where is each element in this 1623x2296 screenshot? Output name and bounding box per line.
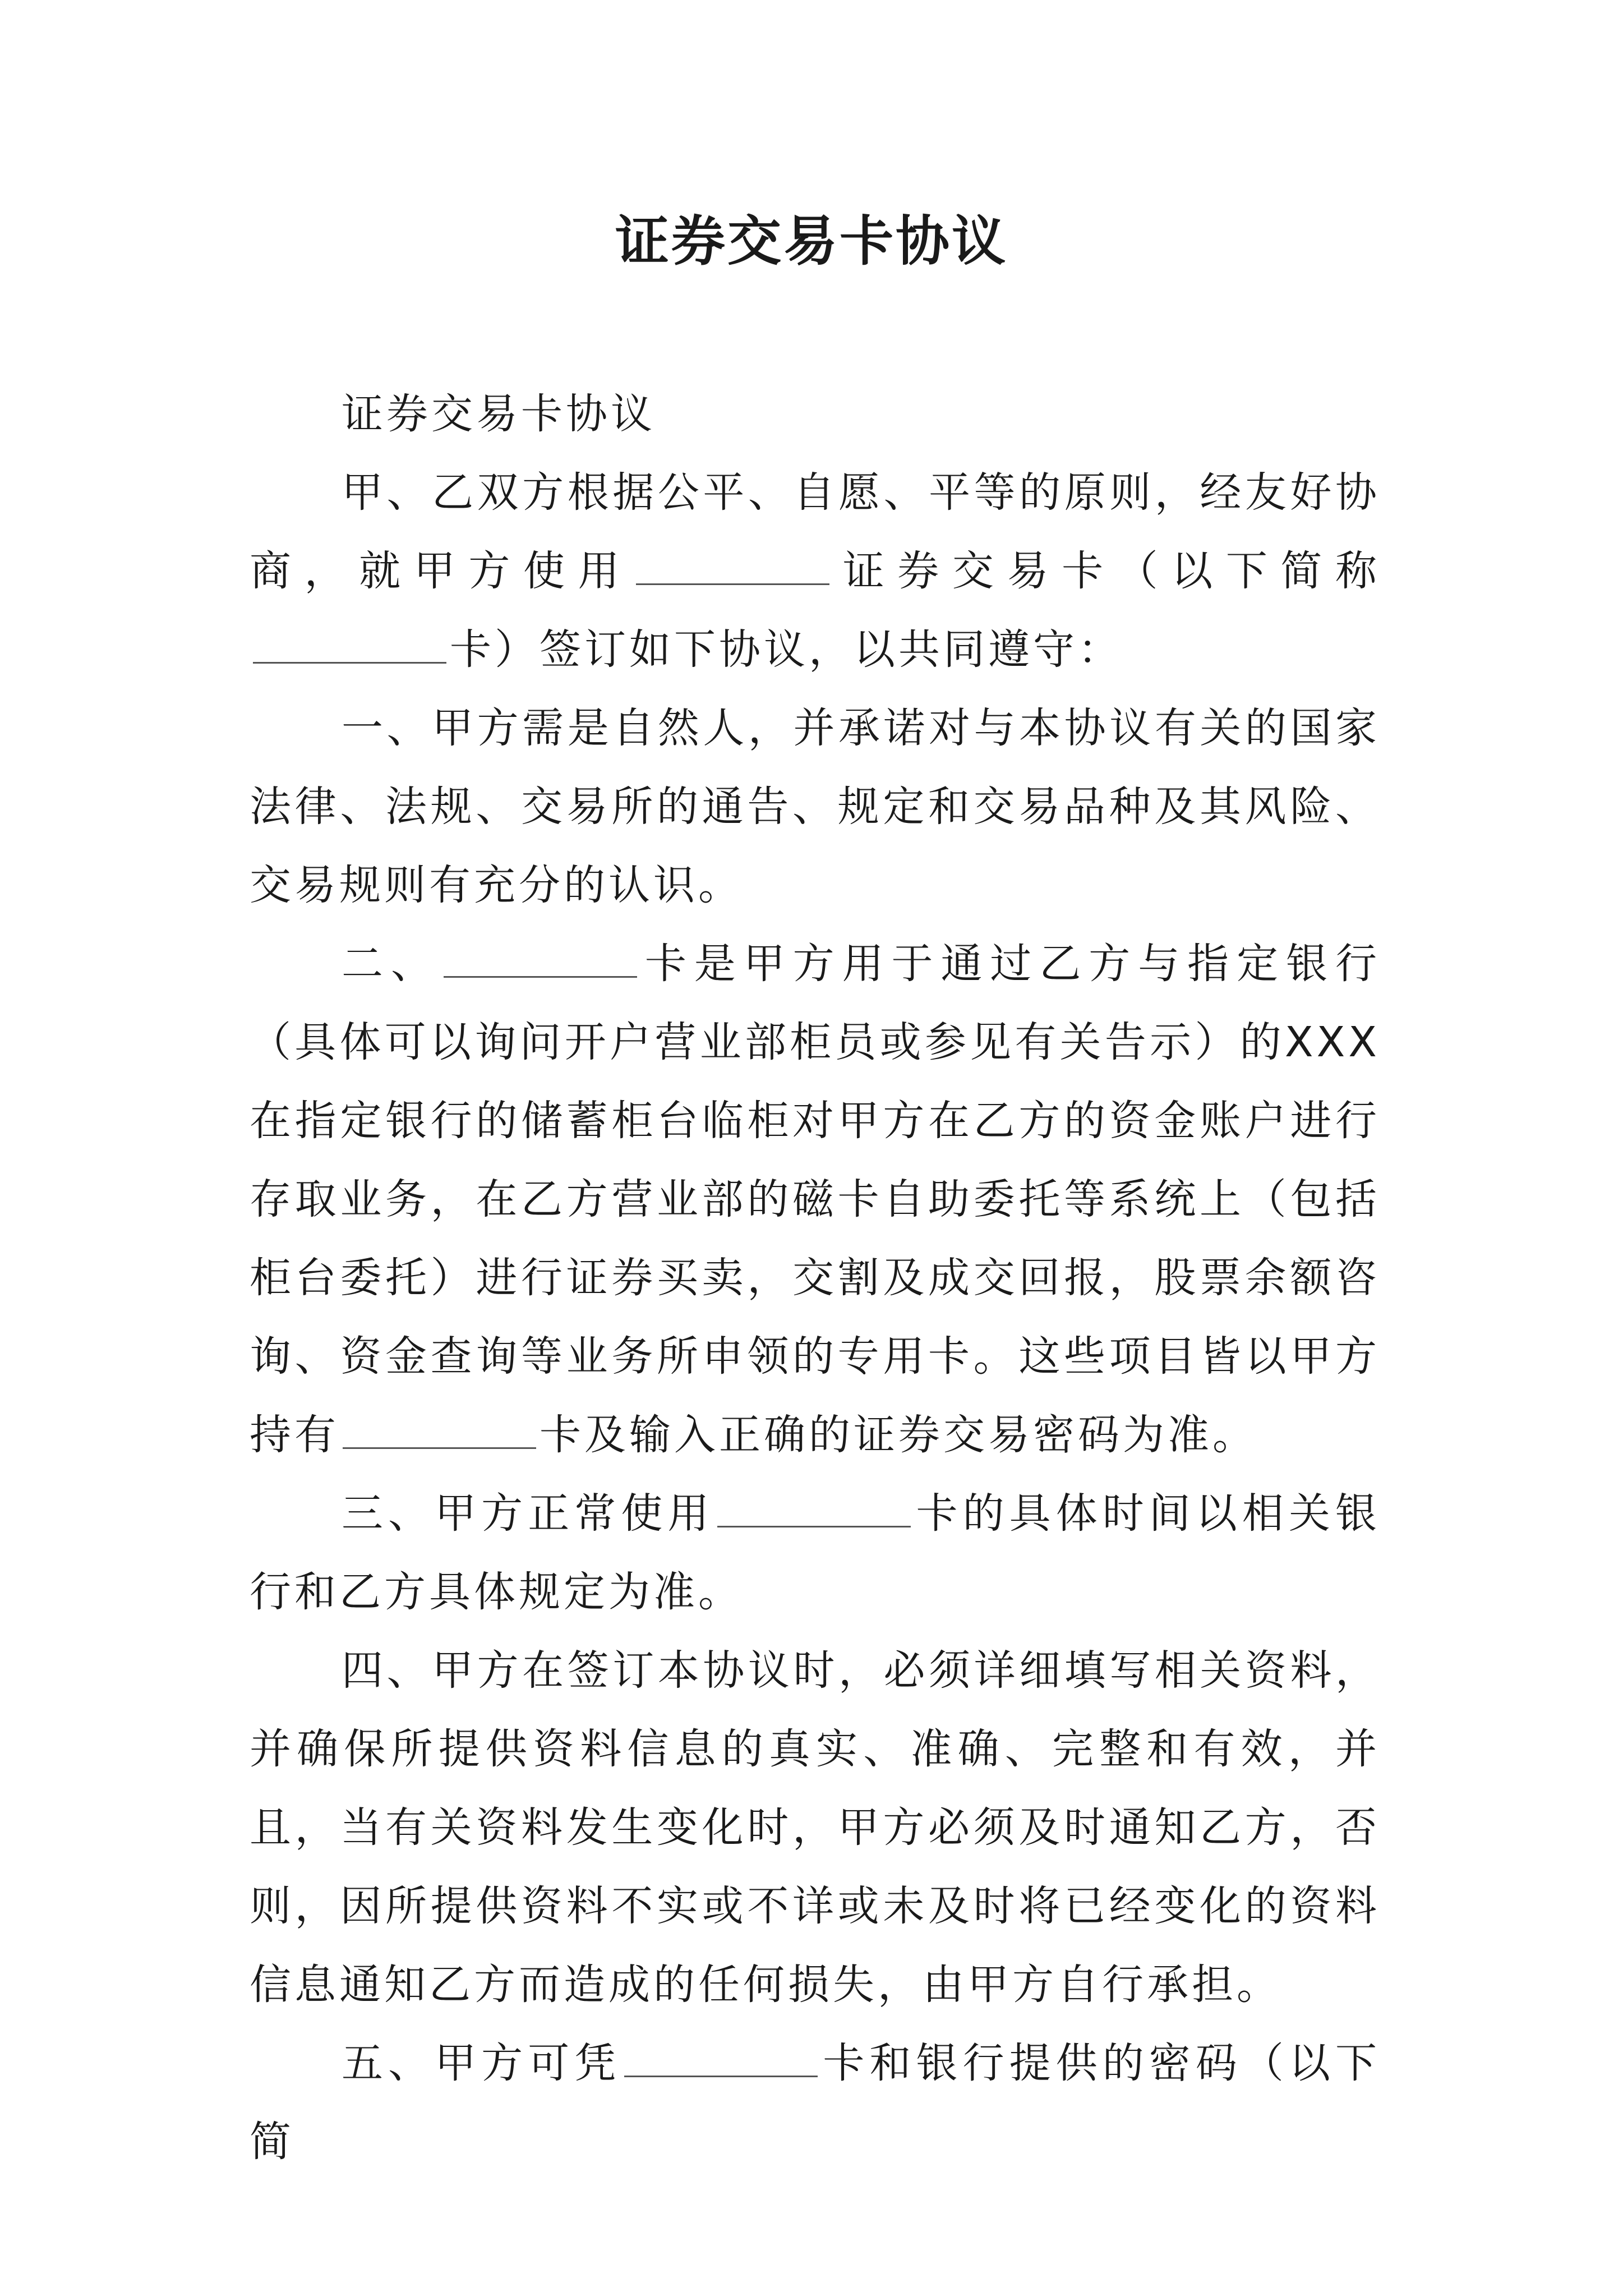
clause-1: 一、甲方需是自然人，并承诺对与本协议有关的国家法律、法规、交易所的通告、规定和交易品种及其风险、交易规则有充分的认识。 xyxy=(250,704,1380,909)
document-body xyxy=(250,375,1380,2181)
clause-4: 四、甲方在签订本协议时，必须详细填写相关资料，并确保所提供资料信息的真实、准确、完整和有效，并且，当有关资料发生变化时，甲方必须及时通知乙方，否则，因所提供资料不实或不详或未及时将已经变化的资料信息通知乙方而造成的任何损失，由甲方自行承担。 xyxy=(250,1646,1380,2009)
clause-2-text-2: 卡是甲方用于通过乙方与指定银行（具体可以询问开户营业部柜员或参见有关告示）的XXX在指定银行的储蓄柜台临柜对甲方在乙方的资金账户进行存取业务，在乙方营业部的磁卡自助委托等系统上（包括柜台委托）进行证券买卖，交割及成交回报，股票余额咨询、资金查询等业务所申领的专用卡。这些项目皆以甲方持有 xyxy=(250,940,1381,1459)
subtitle-paragraph: 证券交易卡协议 xyxy=(342,390,656,438)
clause-2-text-1: 二、 xyxy=(342,940,440,988)
blank-card-name-2 xyxy=(253,624,446,664)
blank-card-name-4 xyxy=(343,1410,536,1449)
clause-3-text-2: 卡的具体时间以相关银行和乙方具体规定为准。 xyxy=(250,1489,1381,1616)
clause-3 xyxy=(250,1474,1380,1631)
clause-2 xyxy=(250,924,1380,1474)
clause-2-text-3: 卡及输入正确的证券交易密码为准。 xyxy=(540,1411,1257,1459)
document-title: 证券交易卡协议 xyxy=(615,209,1008,273)
clause-3-text-1: 三、甲方正常使用 xyxy=(342,1489,714,1538)
intro-paragraph xyxy=(250,453,1380,689)
clause-5-text-1: 五、甲方可凭 xyxy=(342,2039,621,2087)
clause-5 xyxy=(250,2024,1380,2181)
clause-5-text-2: 卡和银行提供的密码（以下简 xyxy=(250,2039,1381,2166)
intro-text-1: 甲、乙双方根据公平、自愿、平等的原则，经友好协商，就甲方使用 xyxy=(250,468,1380,595)
blank-card-name-6 xyxy=(624,2038,818,2077)
blank-card-name-5 xyxy=(717,1488,911,1527)
blank-card-name-3 xyxy=(444,938,637,978)
blank-card-name-1 xyxy=(636,546,829,585)
intro-text-2: 证券交易卡（以下简称 xyxy=(833,547,1381,595)
intro-text-3: 卡）签订如下协议，以共同遵守： xyxy=(450,625,1123,674)
